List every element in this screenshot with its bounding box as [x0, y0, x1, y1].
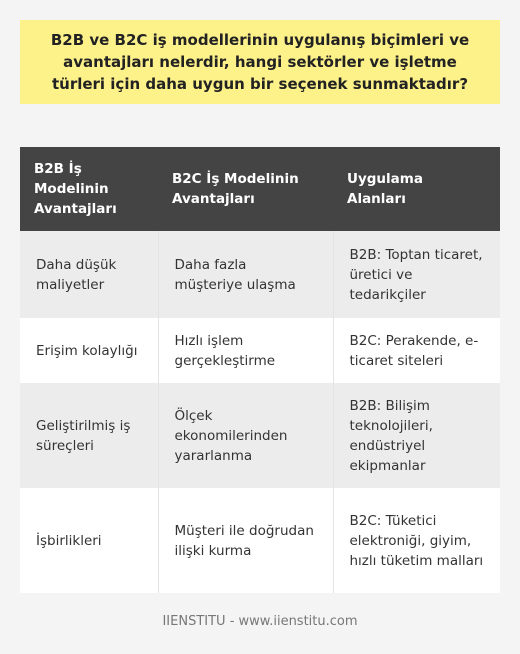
- table-cell: Geliştirilmiş iş süreçleri: [20, 383, 158, 488]
- header-b2b-advantages: B2B İş Modelinin Avantajları: [20, 147, 158, 231]
- table-header-row: [20, 147, 500, 231]
- table-row: [20, 488, 500, 593]
- table-row: [20, 318, 500, 383]
- table-row: [20, 231, 500, 318]
- table-cell: Daha düşük maliyetler: [20, 231, 158, 318]
- header-application-areas: Uygulama Alanları: [333, 147, 500, 231]
- table-cell: Erişim kolaylığı: [20, 318, 158, 383]
- table-cell: B2C: Tüketici elektroniği, giyim, hızlı tüketim malları: [333, 488, 500, 593]
- footer-credit: IIENSTITU - www.iienstitu.com: [162, 614, 358, 629]
- table-cell: Hızlı işlem gerçekleştirme: [158, 318, 333, 383]
- table-cell: B2C: Perakende, e-ticaret siteleri: [333, 318, 500, 383]
- comparison-table: [20, 147, 500, 593]
- table-cell: Ölçek ekonomilerinden yararlanma: [158, 383, 333, 488]
- table-cell: Daha fazla müşteriye ulaşma: [158, 231, 333, 318]
- table-cell: B2B: Toptan ticaret, üretici ve tedarikçiler: [333, 231, 500, 318]
- page-title: B2B ve B2C iş modellerinin uygulanış biçimleri ve avantajları nelerdir, hangi sektörler ve işletme türleri için daha uygun bir seçenek sunmaktadır?: [50, 31, 470, 93]
- title-banner: [20, 20, 500, 104]
- header-b2c-advantages: B2C İş Modelinin Avantajları: [158, 147, 333, 231]
- table-cell: B2B: Bilişim teknolojileri, endüstriyel ekipmanlar: [333, 383, 500, 488]
- table-row: [20, 383, 500, 488]
- table-cell: İşbirlikleri: [20, 488, 158, 593]
- table-cell: Müşteri ile doğrudan ilişki kurma: [158, 488, 333, 593]
